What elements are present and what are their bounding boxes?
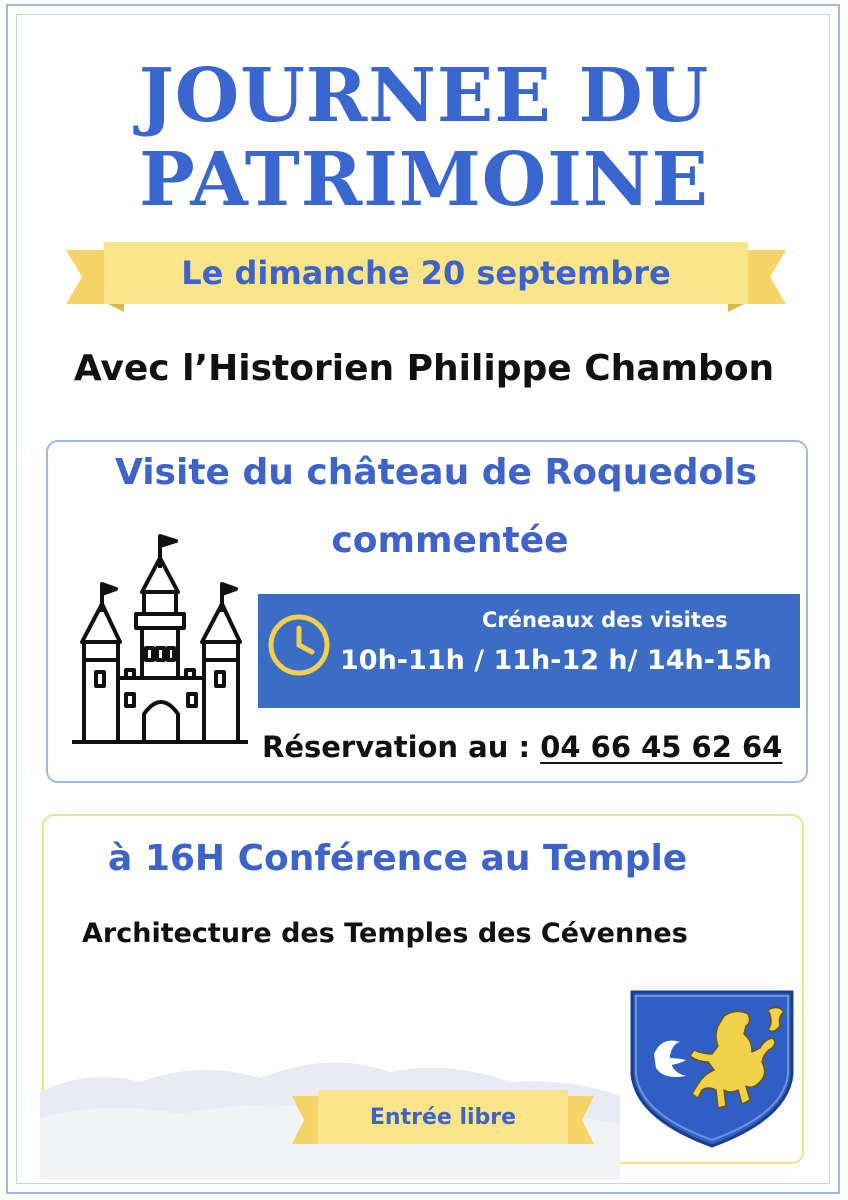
- conference-title: à 16H Conférence au Temple: [108, 838, 688, 879]
- title-line-2: PATRIMOINE: [139, 137, 709, 223]
- conference-subtitle: Architecture des Temples des Cévennes: [82, 918, 688, 949]
- event-date: Le dimanche 20 septembre: [181, 254, 671, 292]
- coat-of-arms-icon: [628, 990, 796, 1150]
- reservation-phone: 04 66 45 62 64: [540, 730, 783, 764]
- entry-free: Entrée libre: [369, 1104, 517, 1130]
- castle-icon: [72, 534, 248, 746]
- title-line-1: JOURNEE DU: [138, 53, 710, 139]
- reservation-label: Réservation au :: [262, 730, 541, 764]
- clock-icon: [266, 612, 332, 678]
- visit-title-line-2: commentée: [331, 520, 569, 561]
- visit-title-line-1: Visite du château de Roquedols: [114, 452, 758, 493]
- time-slots-label: Créneaux des visites: [482, 608, 728, 632]
- reservation-line: [262, 730, 782, 764]
- time-slots-values: 10h-11h / 11h-12 h/ 14h-15h: [340, 645, 772, 676]
- guide-line: Avec l’Historien Philippe Chambon: [73, 348, 775, 389]
